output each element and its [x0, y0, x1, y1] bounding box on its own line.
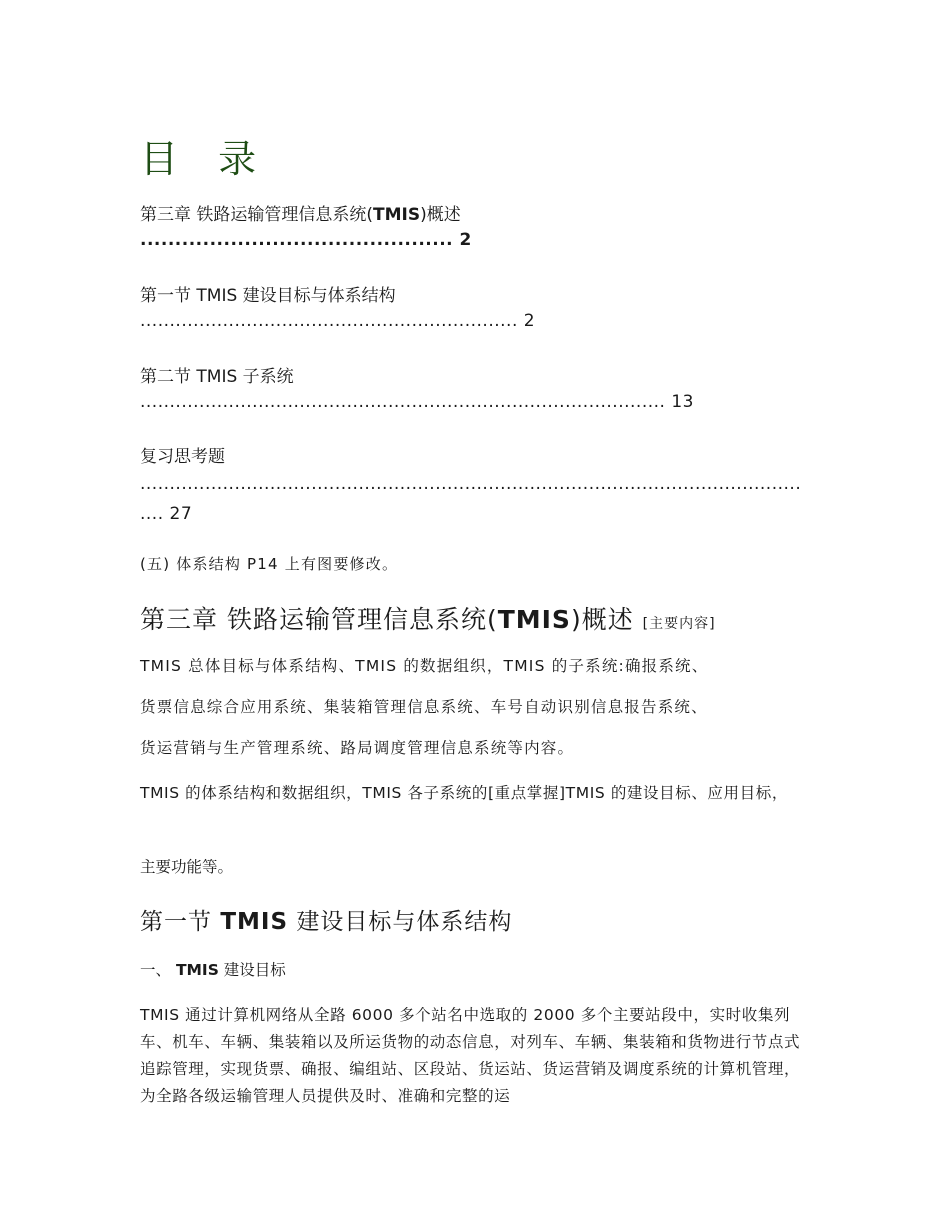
toc-entry-section1[interactable] — [140, 281, 396, 306]
section-heading-bold: TMIS — [220, 909, 289, 935]
toc-page-number: 2 — [523, 311, 536, 331]
subsection-heading-text: 一、 — [140, 961, 176, 979]
subsection-heading-bold: TMIS — [175, 961, 219, 979]
section-heading-suffix: 建设目标与体系结构 — [288, 909, 513, 935]
section-heading-text: 第一节 — [140, 909, 221, 935]
chapter-heading-tag: [主要内容] — [642, 616, 716, 632]
main-functions-line: 主要功能等。 — [140, 858, 234, 876]
toc-leader-row — [140, 311, 535, 331]
toc-title: 目 录 — [140, 137, 271, 181]
key-points-paragraph: TMIS 的体系结构和数据组织，TMIS 各子系统的[重点掌握]TMIS 的建设目标、应用目标， — [140, 784, 788, 802]
section-heading — [140, 903, 512, 936]
toc-entry-title: 第一节 TMIS 建设目标与体系结构 — [140, 286, 396, 306]
toc-leader-row — [140, 392, 694, 412]
toc-leader-dots: ............................................. — [140, 230, 454, 250]
toc-entry-title-suffix: )概述 — [420, 205, 461, 225]
toc-entry-title: 第二节 TMIS 子系统 — [140, 367, 294, 387]
toc-leader-row — [140, 474, 805, 494]
chapter-heading-text: 第三章 铁路运输管理信息系统( — [140, 605, 498, 634]
summary-line: TMIS 总体目标与体系结构、TMIS 的数据组织，TMIS 的子系统:确报系统、 — [140, 657, 709, 675]
toc-leader-dots: .... — [140, 504, 164, 524]
subsection-heading-suffix: 建设目标 — [218, 961, 286, 979]
chapter-heading-bold: TMIS — [497, 605, 571, 634]
toc-entry-title: 复习思考题 — [140, 447, 225, 467]
toc-leader-dots: ................................................................ — [140, 311, 518, 331]
chapter-heading-suffix: )概述 — [570, 605, 634, 634]
toc-entry-section2[interactable] — [140, 362, 294, 387]
body-paragraph: TMIS 通过计算机网络从全路 6000 多个站名中选取的 2000 多个主要站段中，实时收集列车、机车、车辆、集装箱以及所运货物的动态信息，对列车、车辆、集装箱和货物进行节点式追踪管理，实现货票、确报、编组站、区段站、货运站、货运营销及调度系统的计算机管理，为全路各级运输管理人员提供及时、准确和完整的运 — [140, 1006, 801, 1105]
subsection-heading — [140, 958, 286, 980]
summary-line: 货票信息综合应用系统、集装箱管理信息系统、车号自动识别信息报告系统、 — [140, 698, 708, 716]
chapter-heading — [140, 600, 716, 636]
toc-page-number: 13 — [671, 392, 694, 412]
toc-entry-review[interactable] — [140, 442, 225, 467]
toc-page-number: 2 — [459, 230, 472, 250]
toc-leader-dots: ................................................................................................................ — [140, 474, 802, 494]
toc-page-number: 27 — [169, 504, 193, 524]
toc-entry-chapter3[interactable] — [140, 200, 461, 225]
summary-line: 货运营销与生产管理系统、路局调度管理信息系统等内容。 — [140, 739, 575, 757]
toc-leader-dots: ......................................................................................... — [140, 392, 666, 412]
toc-entry-title: 第三章 铁路运输管理信息系统( — [140, 205, 374, 225]
revision-note: (五) 体系结构 P14 上有图要修改。 — [140, 555, 399, 573]
toc-leader-row — [140, 230, 472, 250]
toc-entry-title-bold: TMIS — [373, 205, 421, 225]
toc-leader-row-cont — [140, 504, 192, 524]
